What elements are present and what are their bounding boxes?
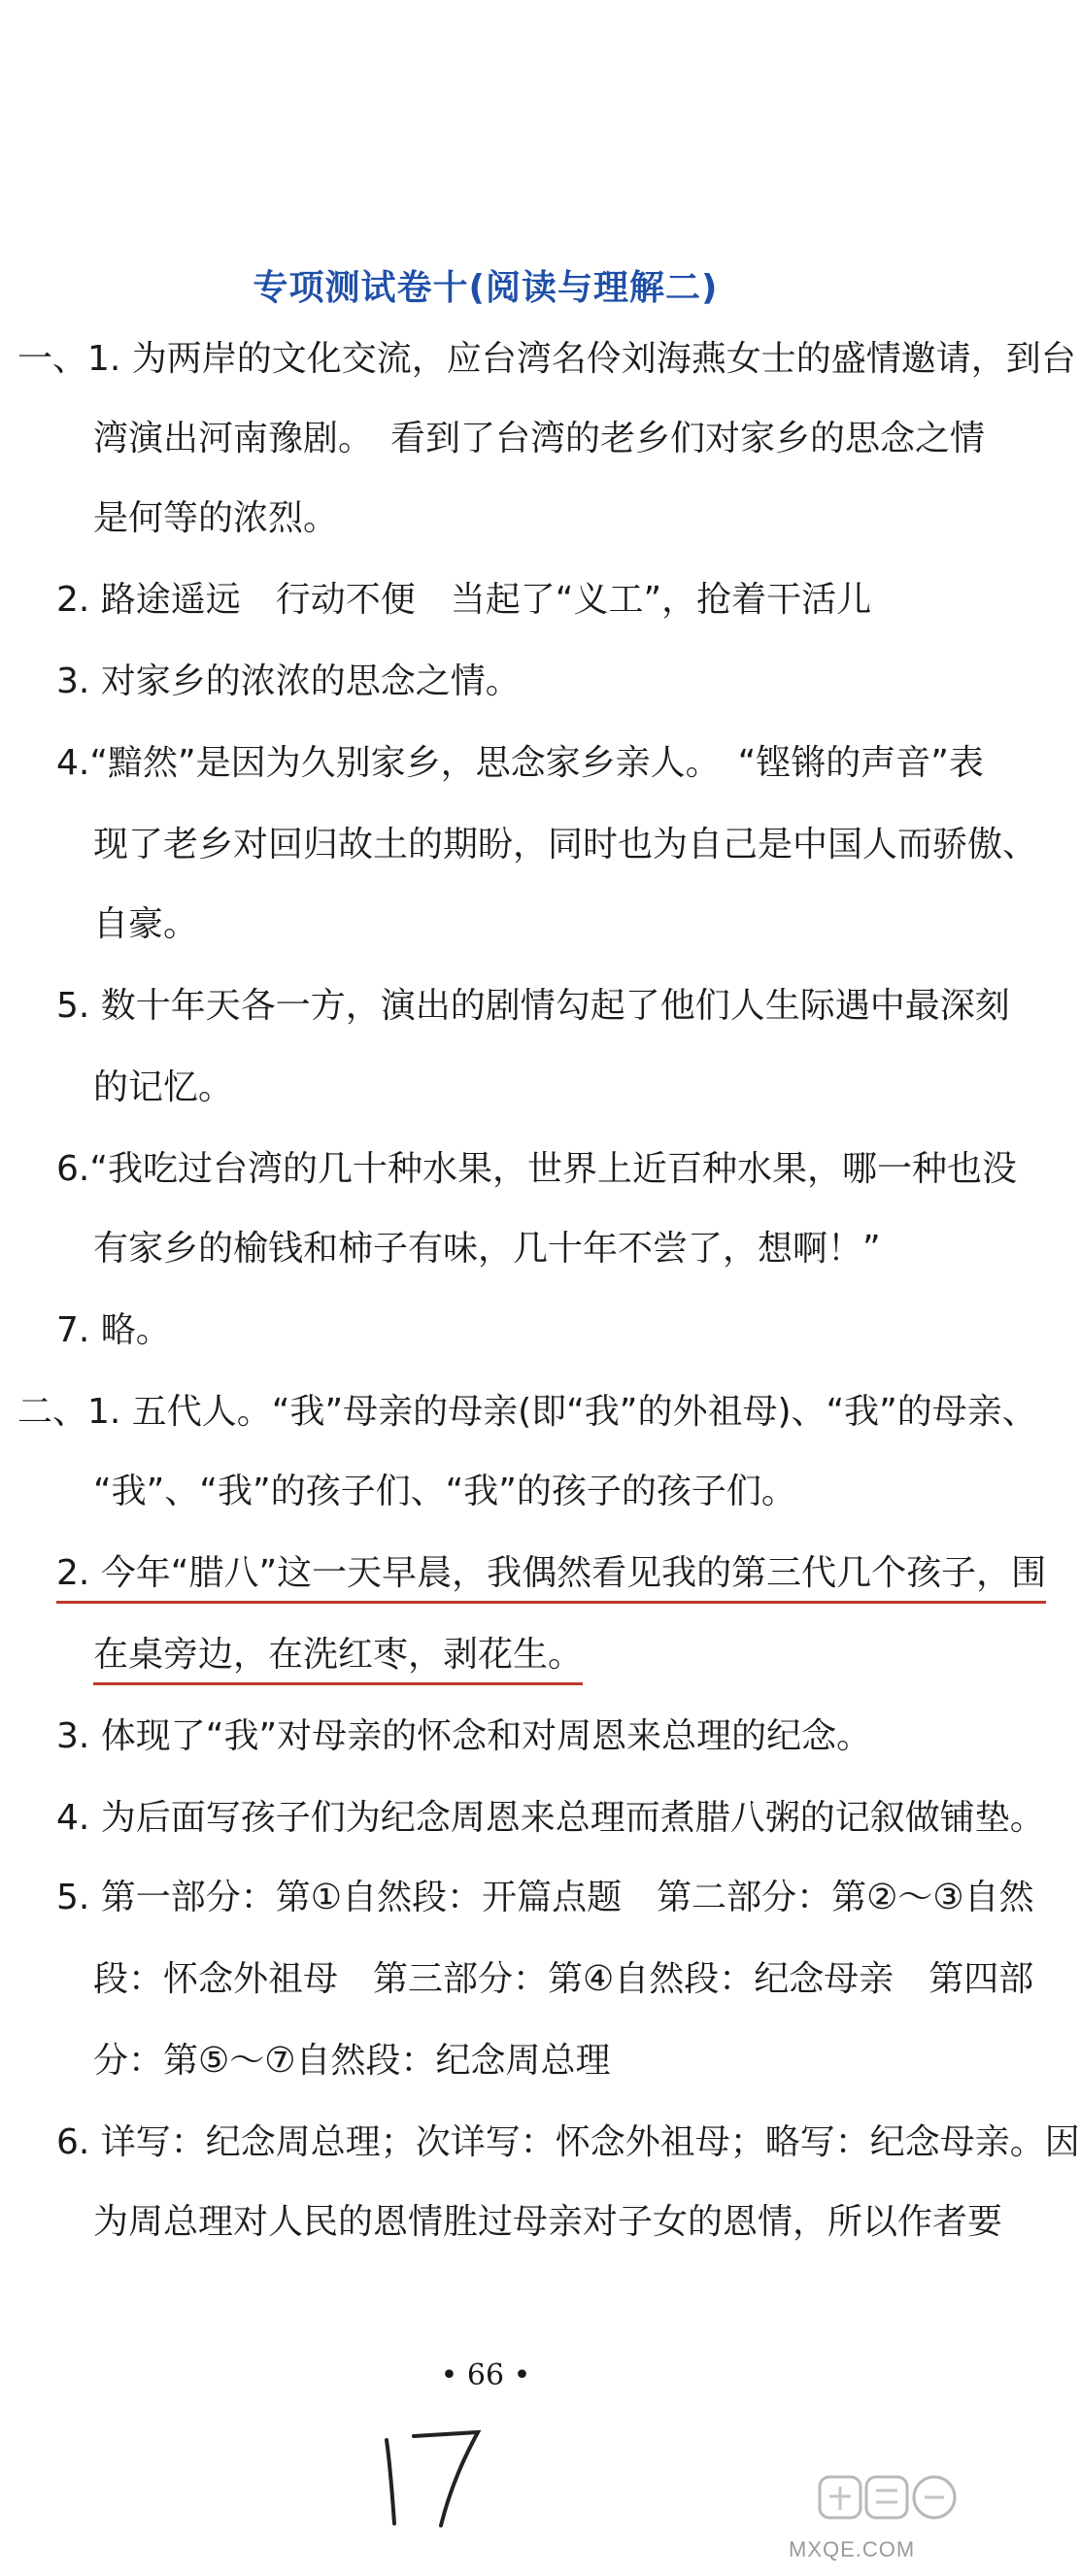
answer-line: 湾演出河南豫剧。 看到了台湾的老乡们对家乡的思念之情	[93, 419, 986, 458]
answer-line-underlined: 2. 今年“腊八”这一天早晨，我偶然看见我的第三代几个孩子，围	[56, 1550, 1046, 1604]
answer-line: 4. 为后面写孩子们为纪念周恩来总理而煮腊八粥的记叙做铺垫。	[56, 1798, 1045, 1838]
answer-line: 5. 第一部分：第①自然段：开篇点题 第二部分：第②～③自然	[56, 1878, 1034, 1917]
answer-line: 是何等的浓烈。	[93, 498, 339, 538]
answer-line: 自豪。	[93, 904, 199, 944]
answer-line: 5. 数十年天各一方，演出的剧情勾起了他们人生际遇中最深刻	[56, 986, 1010, 1026]
answer-line: 一、1. 为两岸的文化交流，应台湾名伶刘海燕女士的盛情邀请，到台	[17, 339, 1076, 379]
handwritten-mark	[369, 2419, 495, 2535]
answer-line-underlined: 在桌旁边，在洗红枣，剥花生。	[93, 1632, 583, 1685]
answer-line: 现了老乡对回归故土的期盼，同时也为自己是中国人而骄傲、	[93, 825, 1038, 864]
answer-line: 分：第⑤～⑦自然段：纪念周总理	[93, 2041, 611, 2081]
answer-line: 4.“黯然”是因为久别家乡，思念家乡亲人。 “铿锵的声音”表	[56, 743, 984, 783]
answer-line: 有家乡的榆钱和柿子有味，几十年不尝了，想啊！”	[93, 1229, 881, 1269]
page-number: • 66 •	[440, 2358, 531, 2392]
answer-line: 二、1. 五代人。“我”母亲的母亲(即“我”的外祖母)、“我”的母亲、	[17, 1392, 1037, 1432]
watermark-text: MXQE.COM	[789, 2537, 916, 2561]
answer-line: 3. 体现了“我”对母亲的怀念和对周恩来总理的纪念。	[56, 1716, 872, 1756]
answer-line: 6.“我吃过台湾的几十种水果，世界上近百种水果，哪一种也没	[56, 1149, 1017, 1189]
answer-line: 的记忆。	[93, 1068, 234, 1107]
answer-line: 6. 详写：纪念周总理；次详写：怀念外祖母；略写：纪念母亲。因	[56, 2122, 1080, 2162]
answer-line: 段：怀念外祖母 第三部分：第④自然段：纪念母亲 第四部	[93, 1959, 1034, 1999]
answer-line: “我”、“我”的孩子们、“我”的孩子的孩子们。	[93, 1472, 796, 1511]
answer-line: 2. 路途遥远 行动不便 当起了“义工”，抢着干活儿	[56, 580, 872, 620]
answer-line: 为周总理对人民的恩情胜过母亲对子女的恩情，所以作者要	[93, 2202, 1003, 2242]
answer-line: 3. 对家乡的浓浓的思念之情。	[56, 661, 521, 701]
page-title: 专项测试卷十(阅读与理解二)	[253, 268, 719, 308]
answer-line: 7. 略。	[56, 1310, 171, 1350]
